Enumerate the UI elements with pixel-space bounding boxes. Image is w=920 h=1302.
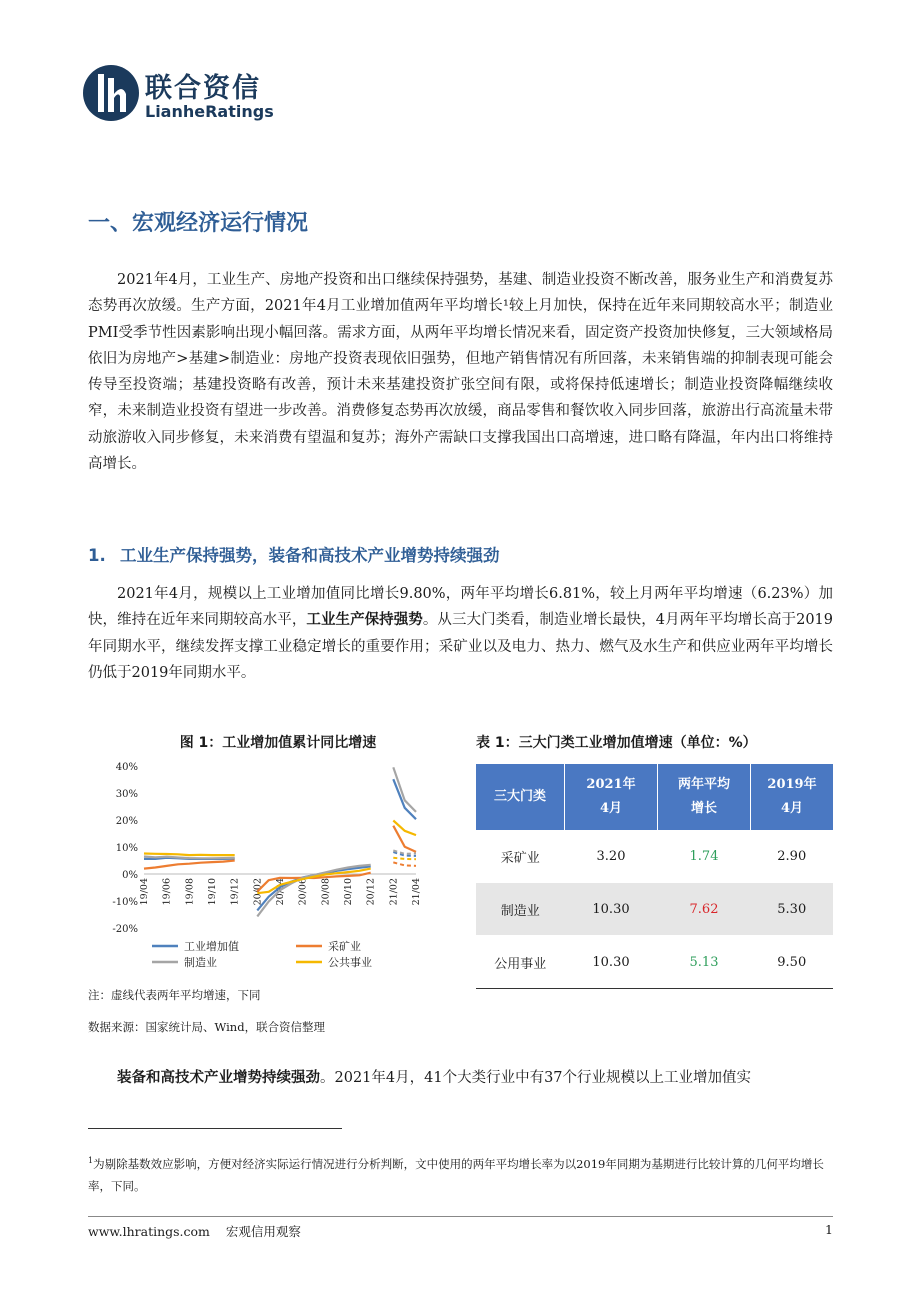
x-tick-label: 19/06 xyxy=(161,878,173,906)
footnote-divider xyxy=(88,1128,342,1129)
logo-mark-icon xyxy=(82,64,140,122)
para2-bold: 工业生产保持强势 xyxy=(306,611,423,629)
footnote-text: 为剔除基数效应影响，方便对经济实际运行情况进行分析判断，文中使用的两年平均增长率为以2019年同期为基期进行比较计算的几何平均增长率，下同。 xyxy=(88,1156,824,1193)
y-tick-label: 10% xyxy=(115,843,138,854)
table-cell: 制造业 xyxy=(476,883,565,936)
series-line xyxy=(393,852,416,856)
x-tick-label: 20/08 xyxy=(320,878,332,906)
logo-english: LianheRatings xyxy=(145,102,274,121)
table-title: 表 1：三大门类工业增加值增速（单位：%） xyxy=(476,735,757,751)
line-chart xyxy=(100,754,430,974)
table-cell: 5.30 xyxy=(751,883,834,936)
intro-text: 2021年4月，工业生产、房地产投资和出口继续保持强势，基建、制造业投资不断改善，服务业生产和消费复苏态势再次放缓。生产方面，2021年4月工业增加值两年平均增长¹较上月加快，保持在近年来同期较高水平；制造业PMI受季节性因素影响出现小幅回落。需求方面，从两年平均增长情况来看，固定资产投资加快修复，三大领域格局依旧为房地产>基建>制造业：房地产投资表现依旧强势，但地产销售情况有所回落，未来销售端的抑制表现可能会传导至投资端；基建投资略有改善，预计未来基建投资扩张空间有限，或将保持低速增长；制造业投资降幅继续收窄，未来制造业投资有望进一步改善。消费修复态势再次放缓，商品零售和餐饮收入同步回落，旅游出行高流量未带动旅游收入同步修复，未来消费有望温和复苏；海外产需缺口支撑我国出口高增速，进口略有降温，年内出口将维持高增长。 xyxy=(88,272,833,473)
paragraph-3 xyxy=(88,1065,833,1091)
table-row xyxy=(476,830,833,883)
subsection-number: 1. xyxy=(88,546,106,565)
footer-publication: 宏观信用观察 xyxy=(225,1224,301,1239)
footnote xyxy=(88,1150,833,1197)
legend-label: 工业增加值 xyxy=(184,940,239,953)
subsection-title: 工业生产保持强势，装备和高技术产业增势持续强劲 xyxy=(120,546,500,565)
table-cell: 采矿业 xyxy=(476,830,565,883)
footer-divider xyxy=(88,1216,833,1217)
section-title: 一、宏观经济运行情况 xyxy=(88,211,309,236)
table-cell: 10.30 xyxy=(565,936,658,989)
table-cell: 10.30 xyxy=(565,883,658,936)
x-tick-label: 20/12 xyxy=(365,878,377,906)
table-header: 两年平均 增长 xyxy=(658,764,751,830)
note-dashed: 注：虚线代表两年平均增速，下同 xyxy=(88,988,261,1002)
series-line xyxy=(393,862,416,866)
para3-after: 。2021年4月，41个大类行业中有37个行业规模以上工业增加值实 xyxy=(320,1070,752,1086)
y-tick-label: -20% xyxy=(112,924,138,935)
y-tick-label: 20% xyxy=(115,816,138,827)
paragraph-2 xyxy=(88,581,833,686)
table-header: 2021年 4月 xyxy=(565,764,658,830)
x-tick-label: 19/12 xyxy=(229,878,241,906)
x-tick-label: 20/06 xyxy=(297,878,309,906)
data-source: 数据来源：国家统计局、Wind，联合资信整理 xyxy=(88,1020,326,1034)
table-cell: 7.62 xyxy=(658,883,751,936)
table-cell: 3.20 xyxy=(565,830,658,883)
x-tick-label: 19/10 xyxy=(207,878,218,906)
x-tick-label: 20/02 xyxy=(252,878,264,906)
legend-label: 制造业 xyxy=(184,956,217,969)
footnote-mark: 1 xyxy=(88,1156,94,1165)
series-line xyxy=(393,858,416,859)
logo xyxy=(82,64,302,126)
table-cell: 2.90 xyxy=(751,830,834,883)
x-tick-label: 21/02 xyxy=(388,878,400,906)
footer-url[interactable]: www.lhratings.com xyxy=(88,1224,210,1239)
y-tick-label: 0% xyxy=(122,870,138,881)
logo-chinese: 联合资信 xyxy=(145,73,261,104)
industry-growth-table xyxy=(476,764,833,989)
x-tick-label: 20/10 xyxy=(343,878,354,906)
para3-bold: 装备和高技术产业增势持续强劲 xyxy=(117,1069,320,1086)
table-cell: 9.50 xyxy=(751,936,834,989)
table-row xyxy=(476,883,833,936)
y-tick-label: 30% xyxy=(115,789,138,800)
subsection-heading xyxy=(88,542,500,566)
page-number: 1 xyxy=(825,1222,833,1237)
table-header-row xyxy=(476,764,833,830)
x-tick-label: 21/04 xyxy=(411,878,422,906)
table-header: 2019年 4月 xyxy=(751,764,834,830)
x-tick-label: 19/04 xyxy=(139,878,150,906)
page-footer xyxy=(88,1222,833,1240)
x-tick-label: 20/04 xyxy=(275,878,286,906)
table-cell: 5.13 xyxy=(658,936,751,989)
table-cell: 1.74 xyxy=(658,830,751,883)
para2-before: 2021年4月，规模以上工业增加值同比增长9.80%，两年平均增长6.81%，较上月两年平均增速（6.23%）加快，维持在近年来同期较高水平， xyxy=(88,586,833,629)
legend-label: 采矿业 xyxy=(328,940,361,953)
legend-label: 公共事业 xyxy=(328,956,372,969)
table-row xyxy=(476,936,833,989)
table-cell: 公用事业 xyxy=(476,936,565,989)
y-tick-label: 40% xyxy=(115,762,138,773)
para2-after: 。从三大门类看，制造业增长最快，4月两年平均增长高于2019年同期水平，继续发挥支撑工业稳定增长的重要作用；采矿业以及电力、热力、燃气及水生产和供应业两年平均增长仍低于2019年同期水平。 xyxy=(88,612,834,681)
y-tick-label: -10% xyxy=(112,897,138,908)
intro-paragraph xyxy=(88,267,833,477)
x-tick-label: 19/08 xyxy=(184,878,196,906)
table-header: 三大门类 xyxy=(476,764,565,830)
figure-title: 图 1：工业增加值累计同比增速 xyxy=(179,735,377,751)
